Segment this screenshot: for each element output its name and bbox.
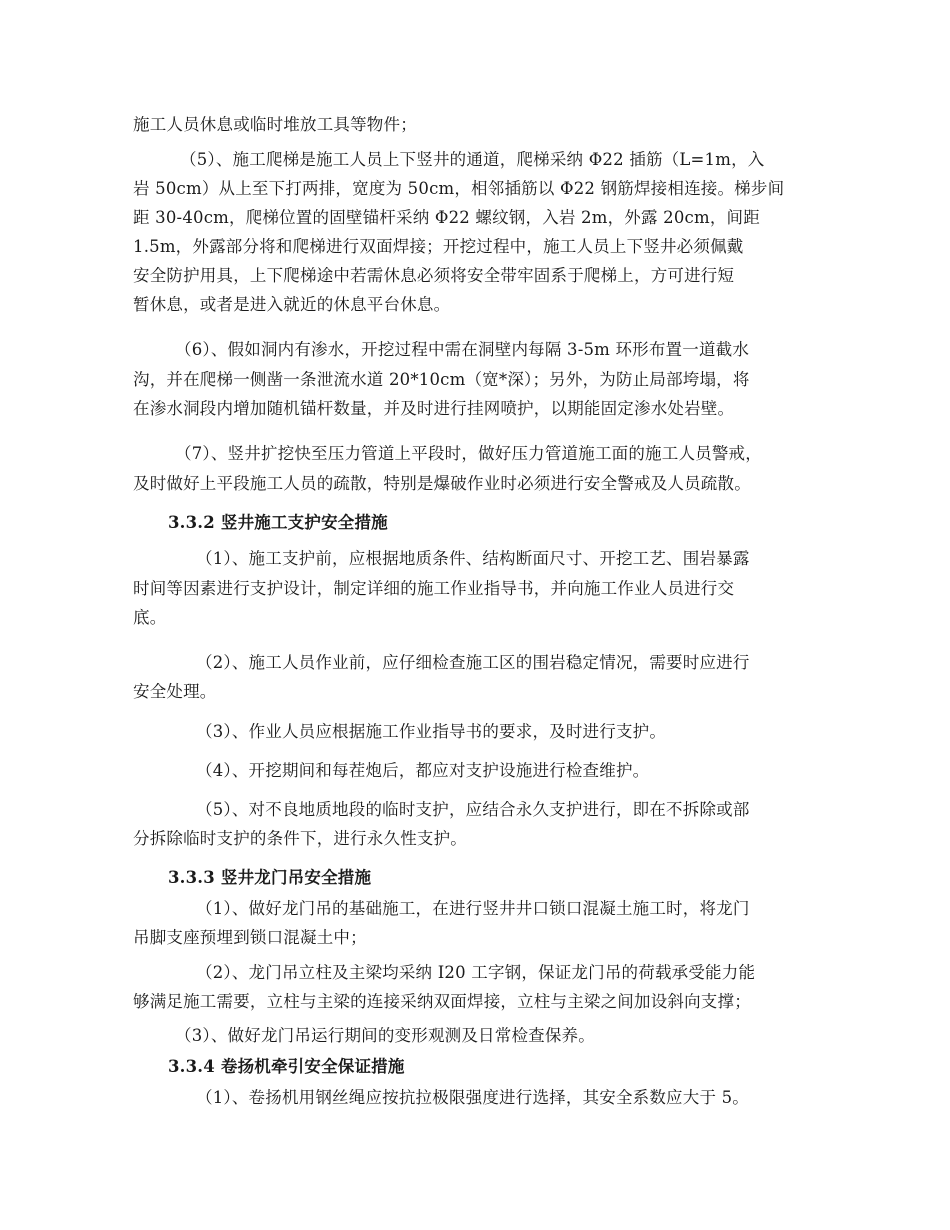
paragraph-line: 岩 50cm）从上至下打两排，宽度为 50cm，相邻插筋以 Φ22 钢筋焊接相连接。梯步间 [133,179,785,198]
paragraph-line: （4）、开挖期间和每茬炮后，都应对支护设施进行检查维护。 [196,761,650,780]
paragraph-line: 吊脚支座预埋到锁口混凝土中； [133,928,367,947]
paragraph-line: （5）、对不良地质地段的临时支护，应结合永久支护进行，即在不拆除或部 [196,800,750,819]
paragraph-line: （1）、做好龙门吊的基础施工，在进行竖井井口锁口混凝土施工时，将龙门 [196,899,750,918]
paragraph-line: （2）、龙门吊立柱及主梁均采纳 I20 工字钢，保证龙门吊的荷载承受能力能 [196,963,756,982]
paragraph-line: 底。 [133,608,167,627]
paragraph-line: 分拆除临时支护的条件下，进行永久性支护。 [133,829,467,848]
paragraph-line: （1）、卷扬机用钢丝绳应按抗拉极限强度进行选择，其安全系数应大于 5。 [196,1088,749,1107]
paragraph-line: 暂休息，或者是进入就近的休息平台休息。 [133,295,451,314]
paragraph-line: （5）、施工爬梯是施工人员上下竖井的通道，爬梯采纳 Φ22 插筋（L=1m，入 [180,150,765,169]
paragraph-line: （3）、做好龙门吊运行期间的变形观测及日常检查保养。 [175,1026,595,1045]
paragraph-line: 在渗水洞段内增加随机锚杆数量，并及时进行挂网喷护，以期能固定渗水处岩壁。 [133,399,735,418]
paragraph-line: （1）、施工支护前，应根据地质条件、结构断面尺寸、开挖工艺、围岩暴露 [196,549,750,568]
paragraph-line: 沟，并在爬梯一侧凿一条泄流水道 20*10cm（宽*深）；另外，为防止局部垮塌，将 [133,370,750,389]
paragraph-line: 够满足施工需要，立柱与主梁的连接采纳双面焊接，立柱与主梁之间加设斜向支撑； [133,992,751,1011]
paragraph-line: 时间等因素进行支护设计，制定详细的施工作业指导书，并向施工作业人员进行交 [133,579,735,598]
section-heading-3-3-2: 3.3.2 竖井施工支护安全措施 [168,513,388,532]
paragraph-line: （2）、施工人员作业前，应仔细检查施工区的围岩稳定情况，需要时应进行 [196,653,750,672]
paragraph-line: 1.5m，外露部分将和爬梯进行双面焊接；开挖过程中，施工人员上下竖井必须佩戴 [133,237,744,256]
paragraph-line: （6）、假如洞内有渗水，开挖过程中需在洞壁内每隔 3-5m 环形布置一道截水 [175,340,750,359]
paragraph-line: （3）、作业人员应根据施工作业指导书的要求，及时进行支护。 [196,722,667,741]
section-heading-3-3-4: 3.3.4 卷扬机牵引安全保证措施 [168,1057,405,1076]
section-heading-3-3-3: 3.3.3 竖井龙门吊安全措施 [168,868,372,887]
paragraph-line: 施工人员休息或临时堆放工具等物件； [133,115,417,134]
paragraph-line: 距 30-40cm，爬梯位置的固壁锚杆采纳 Φ22 螺纹钢，入岩 2m，外露 20cm，间距 [133,208,760,227]
paragraph-line: （7）、竖井扩挖快至压力管道上平段时，做好压力管道施工面的施工人员警戒， [175,444,762,463]
paragraph-line: 安全防护用具，上下爬梯途中若需休息必须将安全带牢固系于爬梯上，方可进行短 [133,266,735,285]
paragraph-line: 及时做好上平段施工人员的疏散，特别是爆破作业时必须进行安全警戒及人员疏散。 [133,474,751,493]
paragraph-line: 安全处理。 [133,682,217,701]
